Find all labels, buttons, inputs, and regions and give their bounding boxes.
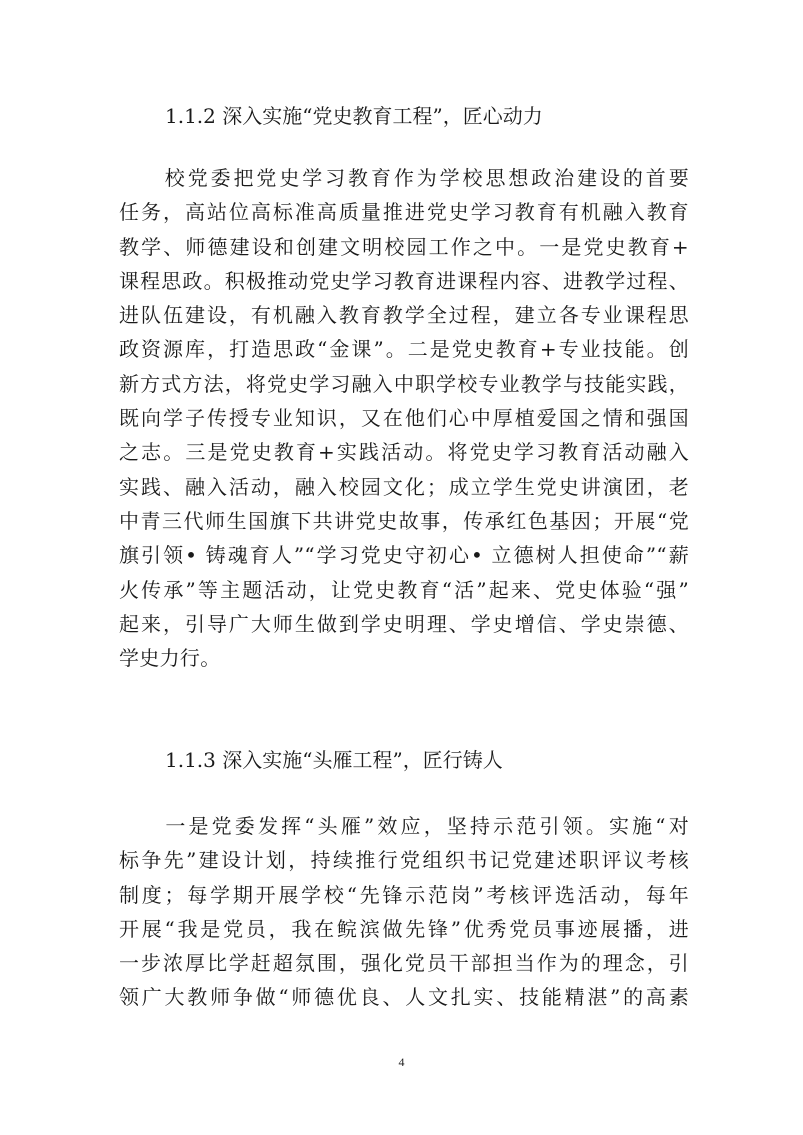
paragraph-line: 既向学子传授专业知识，又在他们心中厚植爱国之情和强国 — [119, 406, 689, 431]
paragraph-line: 标争先”建设计划，持续推行党组织书记党建述职评议考核 — [119, 848, 689, 873]
paragraph-line: 领广大教师争做“师德优良、人文扎实、技能精湛”的高素 — [119, 985, 689, 1010]
page-number: 4 — [398, 1055, 405, 1069]
paragraph-line: 学史力行。 — [119, 646, 221, 671]
section-heading-1-1-3: 1.1.3 深入实施“头雁工程”，匠行铸人 — [165, 748, 503, 772]
section-1-1-3-paragraph — [119, 809, 689, 1015]
paragraph-line: 火传承”等主题活动，让党史教育“活”起来、党史体验“强” — [119, 577, 689, 602]
paragraph-line: 进队伍建设，有机融入教育教学全过程，建立各专业课程思 — [119, 303, 689, 328]
paragraph-line: 校党委把党史学习教育作为学校思想政治建设的首要 — [119, 166, 689, 190]
paragraph-line: 中青三代师生国旗下共讲党史故事，传承红色基因；开展“党 — [119, 508, 689, 533]
section-1-1-2-paragraph — [119, 161, 689, 675]
paragraph-line: 之志。三是党史教育+实践活动。将党史学习教育活动融入 — [119, 440, 689, 465]
paragraph-line: 教学、师德建设和创建文明校园工作之中。一是党史教育+ — [119, 234, 689, 259]
paragraph-line: 任务，高站位高标准高质量推进党史学习教育有机融入教育 — [119, 200, 689, 225]
paragraph-line: 一步浓厚比学赶超氛围，强化党员干部担当作为的理念，引 — [119, 951, 689, 976]
paragraph-line: 课程思政。积极推动党史学习教育进课程内容、进教学过程、 — [119, 268, 689, 293]
paragraph-line: 起来，引导广大师生做到学史明理、学史增信、学史崇德、 — [119, 611, 689, 636]
paragraph-line: 旗引领• 铸魂育人”“学习党史守初心• 立德树人担使命”“薪 — [119, 543, 689, 568]
paragraph-line: 实践、融入活动，融入校园文化；成立学生党史讲演团，老 — [119, 474, 689, 499]
section-heading-1-1-2: 1.1.2 深入实施“党史教育工程”，匠心动力 — [165, 104, 543, 128]
paragraph-line: 开展“我是党员，我在鲩滨做先锋”优秀党员事迹展播，进 — [119, 916, 689, 941]
paragraph-line: 一是党委发挥“头雁”效应，坚持示范引领。实施“对 — [119, 814, 689, 838]
paragraph-line: 制度；每学期开展学校“先锋示范岗”考核评选活动，每年 — [119, 882, 689, 907]
paragraph-line: 新方式方法，将党史学习融入中职学校专业教学与技能实践， — [119, 371, 689, 396]
paragraph-line: 政资源库，打造思政“金课”。二是党史教育+专业技能。创 — [119, 337, 689, 362]
